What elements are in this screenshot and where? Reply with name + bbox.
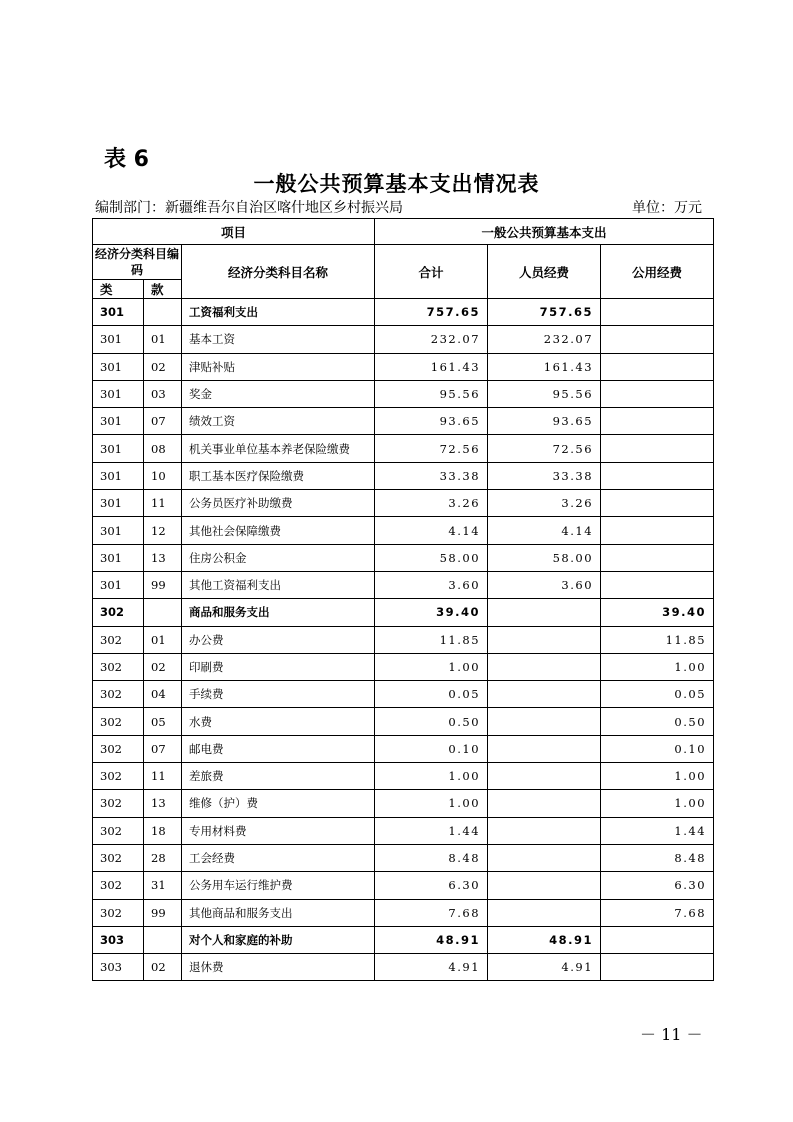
table-row xyxy=(93,517,714,544)
total-cell: 0.50 xyxy=(375,708,488,735)
item-code-cell: 08 xyxy=(144,435,182,462)
category-code-cell: 302 xyxy=(93,708,144,735)
subtotal-row xyxy=(93,926,714,953)
total-cell: 0.10 xyxy=(375,735,488,762)
public-cell xyxy=(601,926,714,953)
personnel-cell: 232.07 xyxy=(488,326,601,353)
personnel-cell xyxy=(488,599,601,626)
table-row xyxy=(93,872,714,899)
table-row xyxy=(93,817,714,844)
item-code-cell: 31 xyxy=(144,872,182,899)
table-row xyxy=(93,763,714,790)
item-code-cell: 01 xyxy=(144,626,182,653)
total-cell: 58.00 xyxy=(375,544,488,571)
table-row xyxy=(93,435,714,462)
item-code-cell: 02 xyxy=(144,954,182,981)
item-code-cell: 05 xyxy=(144,708,182,735)
category-code-cell: 303 xyxy=(93,926,144,953)
category-code-cell: 302 xyxy=(93,626,144,653)
item-code-cell: 11 xyxy=(144,490,182,517)
total-cell: 6.30 xyxy=(375,872,488,899)
category-code-cell: 302 xyxy=(93,681,144,708)
total-cell: 11.85 xyxy=(375,626,488,653)
public-cell: 39.40 xyxy=(601,599,714,626)
personnel-cell: 4.91 xyxy=(488,954,601,981)
item-name-cell: 手续费 xyxy=(182,681,375,708)
public-cell xyxy=(601,571,714,598)
table-row xyxy=(93,708,714,735)
item-code-cell: 28 xyxy=(144,844,182,871)
public-header: 公用经费 xyxy=(601,245,714,299)
table-row xyxy=(93,380,714,407)
item-name-cell: 退休费 xyxy=(182,954,375,981)
table-row xyxy=(93,899,714,926)
total-header: 合计 xyxy=(375,245,488,299)
name-header: 经济分类科目名称 xyxy=(182,245,375,299)
total-cell: 0.05 xyxy=(375,681,488,708)
table-row xyxy=(93,681,714,708)
item-code-cell: 99 xyxy=(144,899,182,926)
table-row xyxy=(93,571,714,598)
total-cell: 3.26 xyxy=(375,490,488,517)
personnel-cell xyxy=(488,899,601,926)
public-cell: 0.50 xyxy=(601,708,714,735)
item-name-cell: 绩效工资 xyxy=(182,408,375,435)
item-name-cell: 公务用车运行维护费 xyxy=(182,872,375,899)
total-cell: 4.91 xyxy=(375,954,488,981)
total-cell: 3.60 xyxy=(375,571,488,598)
total-cell: 95.56 xyxy=(375,380,488,407)
public-cell xyxy=(601,380,714,407)
lei-header: 类 xyxy=(93,280,144,299)
personnel-cell: 72.56 xyxy=(488,435,601,462)
item-name-cell: 其他商品和服务支出 xyxy=(182,899,375,926)
item-name-cell: 基本工资 xyxy=(182,326,375,353)
total-cell: 33.38 xyxy=(375,462,488,489)
total-cell: 7.68 xyxy=(375,899,488,926)
table-row xyxy=(93,954,714,981)
category-code-cell: 302 xyxy=(93,599,144,626)
code-header: 经济分类科目编码 xyxy=(93,245,182,280)
public-cell: 11.85 xyxy=(601,626,714,653)
item-name-cell: 水费 xyxy=(182,708,375,735)
personnel-cell xyxy=(488,790,601,817)
personnel-cell xyxy=(488,817,601,844)
category-code-cell: 301 xyxy=(93,380,144,407)
item-code-cell: 13 xyxy=(144,790,182,817)
item-name-cell: 住房公积金 xyxy=(182,544,375,571)
personnel-cell xyxy=(488,872,601,899)
item-code-cell: 07 xyxy=(144,735,182,762)
category-code-cell: 301 xyxy=(93,571,144,598)
public-cell xyxy=(601,517,714,544)
total-cell: 1.00 xyxy=(375,763,488,790)
category-code-cell: 302 xyxy=(93,763,144,790)
table-row xyxy=(93,653,714,680)
personnel-cell: 3.26 xyxy=(488,490,601,517)
total-cell: 1.00 xyxy=(375,790,488,817)
budget-table xyxy=(92,218,714,981)
personnel-cell xyxy=(488,681,601,708)
personnel-cell: 95.56 xyxy=(488,380,601,407)
category-code-cell: 302 xyxy=(93,790,144,817)
item-name-cell: 办公费 xyxy=(182,626,375,653)
page-number: － 11 － xyxy=(640,1025,703,1044)
total-cell: 8.48 xyxy=(375,844,488,871)
personnel-cell: 757.65 xyxy=(488,299,601,326)
info-line xyxy=(95,197,702,219)
public-cell: 6.30 xyxy=(601,872,714,899)
personnel-cell: 93.65 xyxy=(488,408,601,435)
personnel-cell xyxy=(488,735,601,762)
total-cell: 4.14 xyxy=(375,517,488,544)
category-code-cell: 302 xyxy=(93,844,144,871)
item-code-cell xyxy=(144,599,182,626)
table-row xyxy=(93,353,714,380)
table-row xyxy=(93,544,714,571)
public-cell: 1.00 xyxy=(601,763,714,790)
project-header: 项目 xyxy=(93,219,375,245)
personnel-cell xyxy=(488,763,601,790)
public-cell xyxy=(601,299,714,326)
table-row xyxy=(93,462,714,489)
total-cell: 161.43 xyxy=(375,353,488,380)
item-name-cell: 工资福利支出 xyxy=(182,299,375,326)
category-code-cell: 301 xyxy=(93,490,144,517)
category-code-cell: 303 xyxy=(93,954,144,981)
item-name-cell: 其他工资福利支出 xyxy=(182,571,375,598)
personnel-cell: 4.14 xyxy=(488,517,601,544)
total-cell: 39.40 xyxy=(375,599,488,626)
table-row xyxy=(93,490,714,517)
public-cell xyxy=(601,954,714,981)
table-row xyxy=(93,626,714,653)
public-cell: 0.05 xyxy=(601,681,714,708)
category-code-cell: 301 xyxy=(93,544,144,571)
category-code-cell: 302 xyxy=(93,653,144,680)
department-label: 编制部门：新疆维吾尔自治区喀什地区乡村振兴局 xyxy=(95,200,403,216)
category-code-cell: 301 xyxy=(93,408,144,435)
item-code-cell: 12 xyxy=(144,517,182,544)
total-cell: 1.44 xyxy=(375,817,488,844)
total-cell: 232.07 xyxy=(375,326,488,353)
item-name-cell: 其他社会保障缴费 xyxy=(182,517,375,544)
public-cell xyxy=(601,435,714,462)
personnel-cell: 3.60 xyxy=(488,571,601,598)
public-cell: 8.48 xyxy=(601,844,714,871)
personnel-header: 人员经费 xyxy=(488,245,601,299)
table-row xyxy=(93,408,714,435)
budget-header: 一般公共预算基本支出 xyxy=(375,219,714,245)
total-cell: 72.56 xyxy=(375,435,488,462)
personnel-cell: 33.38 xyxy=(488,462,601,489)
item-name-cell: 邮电费 xyxy=(182,735,375,762)
category-code-cell: 301 xyxy=(93,326,144,353)
public-cell xyxy=(601,353,714,380)
item-name-cell: 差旅费 xyxy=(182,763,375,790)
item-code-cell: 10 xyxy=(144,462,182,489)
table-row xyxy=(93,790,714,817)
item-name-cell: 津贴补贴 xyxy=(182,353,375,380)
subtotal-row xyxy=(93,599,714,626)
category-code-cell: 301 xyxy=(93,353,144,380)
item-code-cell: 07 xyxy=(144,408,182,435)
public-cell xyxy=(601,326,714,353)
item-name-cell: 奖金 xyxy=(182,380,375,407)
item-code-cell: 18 xyxy=(144,817,182,844)
item-name-cell: 对个人和家庭的补助 xyxy=(182,926,375,953)
public-cell: 1.44 xyxy=(601,817,714,844)
public-cell: 1.00 xyxy=(601,653,714,680)
item-code-cell: 13 xyxy=(144,544,182,571)
personnel-cell: 161.43 xyxy=(488,353,601,380)
item-code-cell: 03 xyxy=(144,380,182,407)
item-code-cell: 02 xyxy=(144,653,182,680)
item-code-cell xyxy=(144,926,182,953)
unit-label: 单位：万元 xyxy=(632,200,702,216)
public-cell xyxy=(601,544,714,571)
item-name-cell: 维修（护）费 xyxy=(182,790,375,817)
item-name-cell: 机关事业单位基本养老保险缴费 xyxy=(182,435,375,462)
public-cell: 1.00 xyxy=(601,790,714,817)
table-row xyxy=(93,844,714,871)
personnel-cell xyxy=(488,844,601,871)
kuan-header: 款 xyxy=(144,280,182,299)
personnel-cell: 48.91 xyxy=(488,926,601,953)
item-code-cell xyxy=(144,299,182,326)
total-cell: 93.65 xyxy=(375,408,488,435)
public-cell: 7.68 xyxy=(601,899,714,926)
category-code-cell: 301 xyxy=(93,517,144,544)
item-code-cell: 01 xyxy=(144,326,182,353)
public-cell xyxy=(601,462,714,489)
category-code-cell: 302 xyxy=(93,735,144,762)
table-label: 表 6 xyxy=(104,147,149,172)
table-body xyxy=(93,299,714,981)
item-name-cell: 公务员医疗补助缴费 xyxy=(182,490,375,517)
personnel-cell xyxy=(488,708,601,735)
total-cell: 48.91 xyxy=(375,926,488,953)
table-row xyxy=(93,326,714,353)
category-code-cell: 301 xyxy=(93,435,144,462)
personnel-cell xyxy=(488,626,601,653)
item-code-cell: 99 xyxy=(144,571,182,598)
item-code-cell: 02 xyxy=(144,353,182,380)
item-name-cell: 工会经费 xyxy=(182,844,375,871)
category-code-cell: 301 xyxy=(93,299,144,326)
item-name-cell: 专用材料费 xyxy=(182,817,375,844)
total-cell: 757.65 xyxy=(375,299,488,326)
category-code-cell: 302 xyxy=(93,872,144,899)
item-name-cell: 商品和服务支出 xyxy=(182,599,375,626)
public-cell: 0.10 xyxy=(601,735,714,762)
item-code-cell: 04 xyxy=(144,681,182,708)
document-title: 一般公共预算基本支出情况表 xyxy=(253,172,540,196)
total-cell: 1.00 xyxy=(375,653,488,680)
table-row xyxy=(93,735,714,762)
item-name-cell: 职工基本医疗保险缴费 xyxy=(182,462,375,489)
public-cell xyxy=(601,408,714,435)
category-code-cell: 302 xyxy=(93,899,144,926)
item-code-cell: 11 xyxy=(144,763,182,790)
public-cell xyxy=(601,490,714,517)
category-code-cell: 301 xyxy=(93,462,144,489)
personnel-cell xyxy=(488,653,601,680)
item-name-cell: 印刷费 xyxy=(182,653,375,680)
personnel-cell: 58.00 xyxy=(488,544,601,571)
subtotal-row xyxy=(93,299,714,326)
category-code-cell: 302 xyxy=(93,817,144,844)
